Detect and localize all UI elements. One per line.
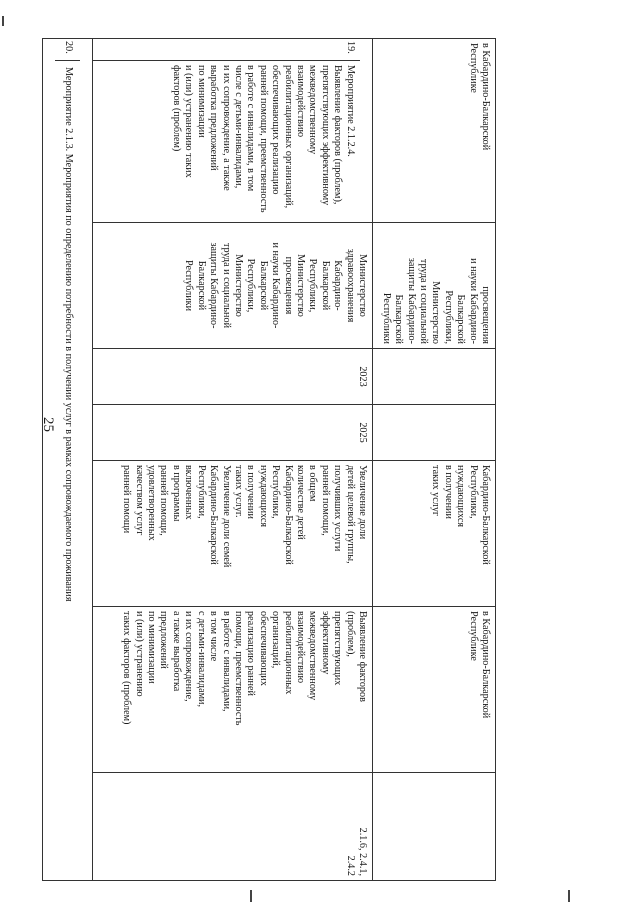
table-row (93, 39, 373, 881)
cell-section-heading (42, 39, 92, 881)
page-edge-mark (2, 16, 4, 26)
cell-result: Увеличение доли детей целевой группы, получивших услуги ранней помощи, в общем количестве детей Кабардино-Балкарской Республики, нуждающихся в получении таких услуг. Увеличение доли семей Кабардино-Балкарской Республики, включенных в программы ранней помощи, удовлетворенных качеством услуг ранней помощи (93, 461, 373, 607)
row-number: 19. (93, 39, 360, 61)
section-heading-text: Мероприятие 2.1.3. Мероприятия по определению потребности в получении услуг в рамках сопровождаемого проживания (62, 67, 74, 602)
cell-ref: 2.1.6, 2.4.1, 2.4.2 (93, 773, 373, 881)
cell-measure: в Кабардино-Балкарской Республике (373, 39, 496, 223)
cell-executor: просвещения и науки Кабардино- Балкарской Республики, Министерство труда и социальной защиты Кабардино- Балкарской Республики (373, 223, 496, 349)
cell-problem: Выявление факторов (проблем), препятствующих эффективному межведомственному взаимодействию реабилитационных организаций, обеспечивающих реализацию ранней помощи, преемственность в работе с инвалидами, в том числе с детьми-инвалидами, и их сопровождение, а также выработка предложений по минимизации и (или) устранению таких факторов (проблем) (93, 607, 373, 773)
measures-table (42, 38, 496, 881)
table-row (42, 39, 92, 881)
cell-executor: Министерство здравоохранения Кабардино- Балкарской Республики, Министерство просвещения и науки Кабардино- Балкарской Республики, Министерство труда и социальной защиты Кабардино- Балкарской Республики (93, 223, 373, 349)
cell-start-year: 2023 (93, 349, 373, 405)
cell-ref (373, 773, 496, 881)
rotated-table-page (56, 38, 496, 880)
measure-text: Мероприятие 2.1.2.4. Выявление факторов (проблем), препятствующих эффективному межведомственному взаимодействию реабилитационных организаций, обеспечивающих реализацию ранней помощи, преемственность в работе с инвалидами, в том числе с детьми-инвалидами, и их сопровождение, а также выработка предложений по минимизации и (или) устранению таких факторов (проблем) (170, 65, 356, 213)
cell-measure (93, 39, 373, 223)
cell-end-year (373, 405, 496, 461)
table-row (373, 39, 496, 881)
cell-result: Кабардино-Балкарской Республики, нуждающихся в получении таких услуг (373, 461, 496, 607)
cell-problem: в Кабардино-Балкарской Республике (373, 607, 496, 773)
row-number: 20. (55, 39, 79, 61)
page-edge-mark (250, 890, 252, 902)
page-number: 25 (40, 417, 56, 432)
cell-start-year (373, 349, 496, 405)
page-edge-mark (568, 890, 570, 902)
cell-end-year: 2025 (93, 405, 373, 461)
